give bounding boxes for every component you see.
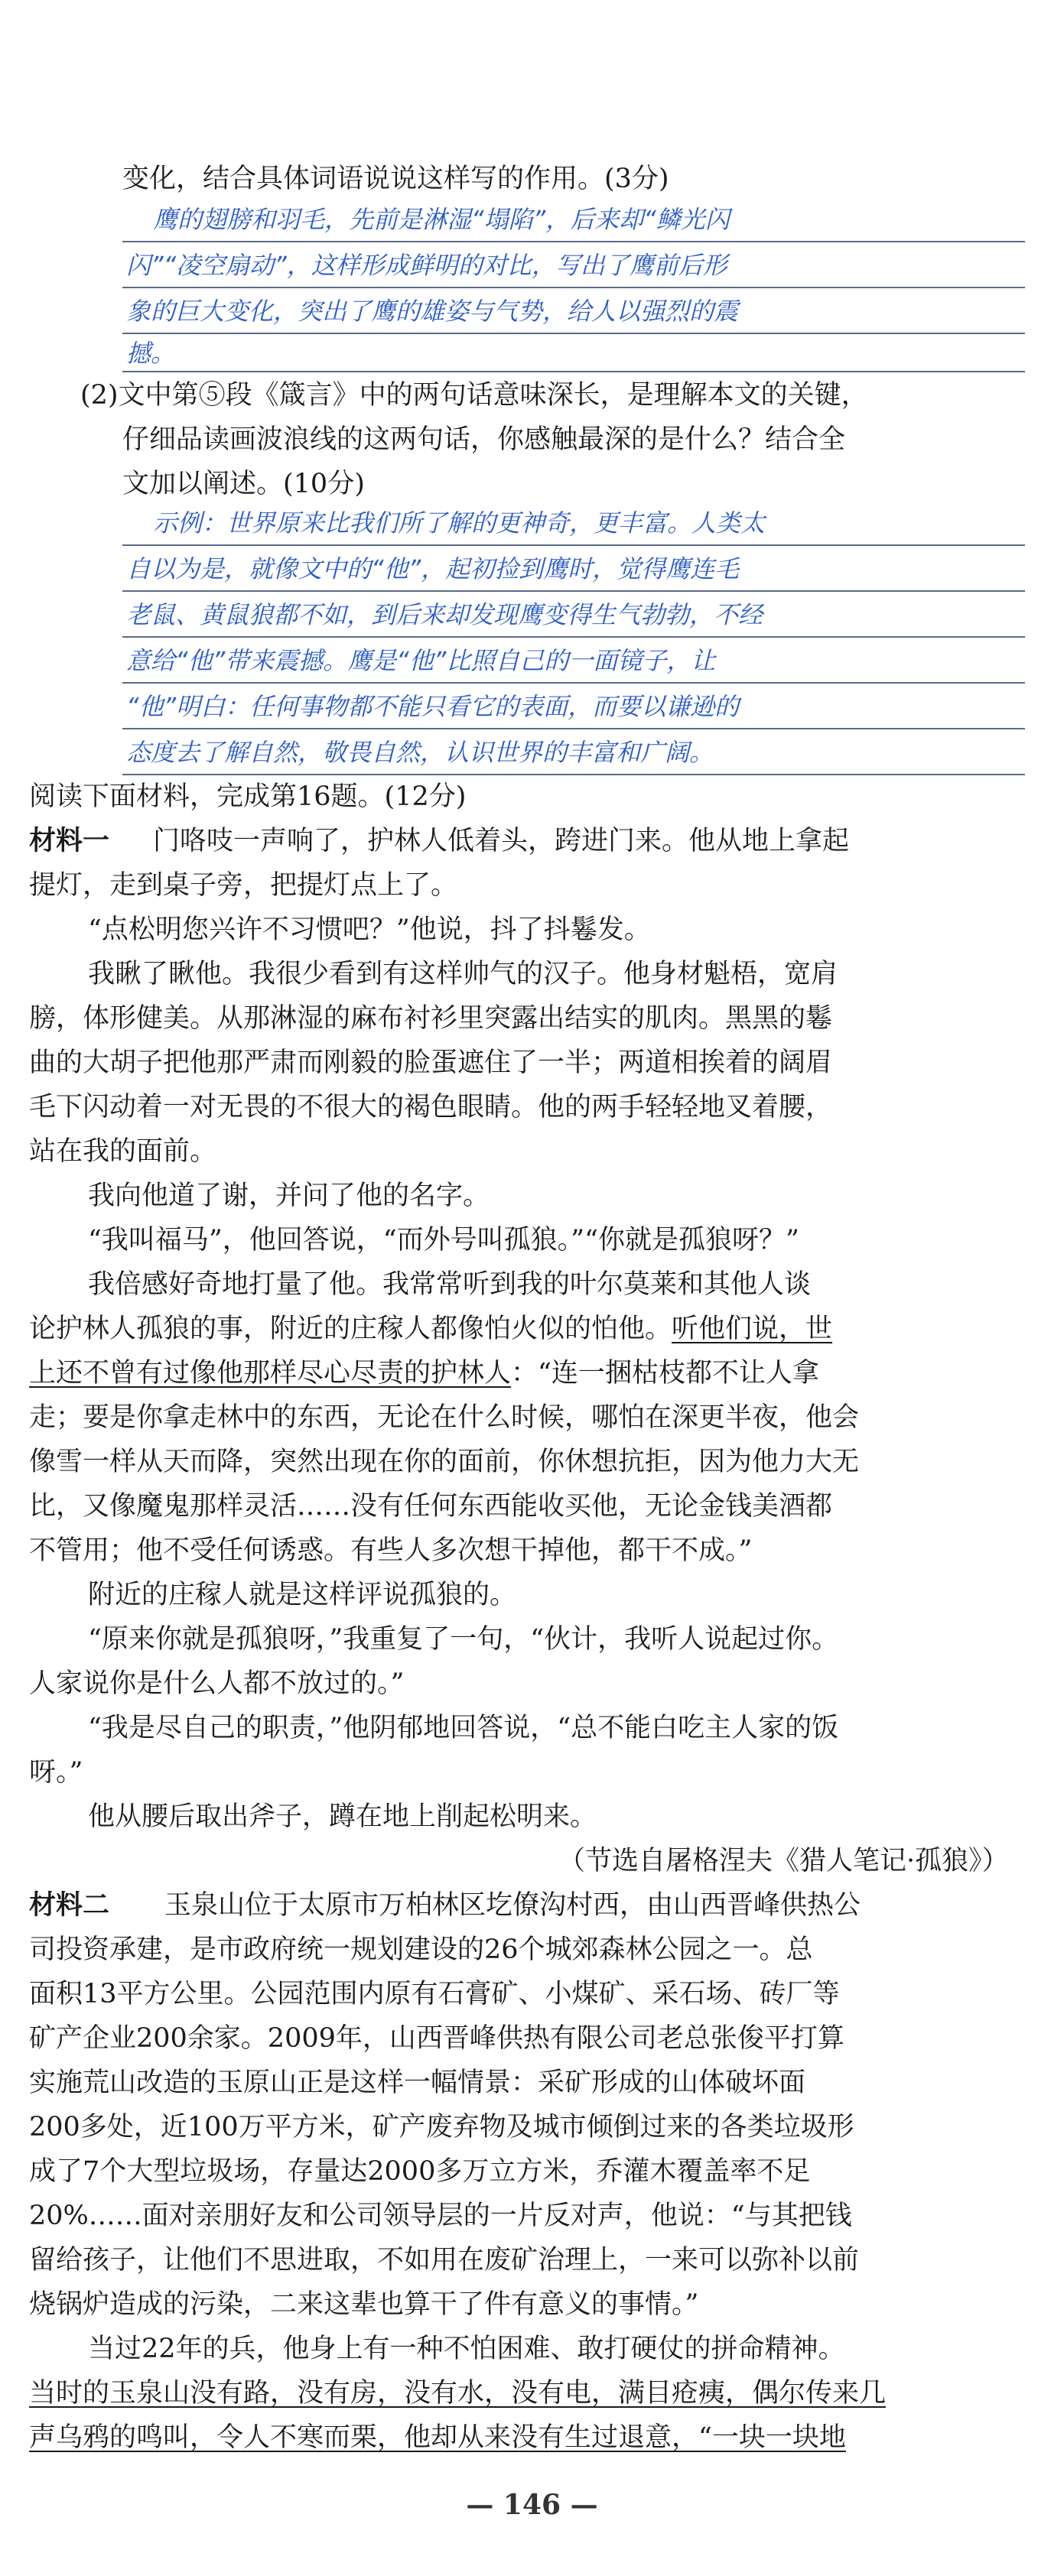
answer-2-line: 意给“他”带来震撼。鹰是“他”比照自己的一面镜子，让 bbox=[126, 646, 716, 675]
material-1-line: 上还不曾有过像他那样尽心尽责的护林人：“连一捆枯枝都不让人拿 bbox=[29, 1358, 819, 1389]
material-1-line: 门咯吱一声响了，护林人低着头，跨进门来。他从地上拿起 bbox=[153, 826, 850, 856]
material-1-label: 材料一 bbox=[29, 825, 110, 856]
material-2-line: 实施荒山改造的玉原山正是这样一幅情景：采矿形成的山体破坏面 bbox=[29, 2068, 806, 2098]
material-1-line: 我瞅了瞅他。我很少看到有这样帅气的汉子。他身材魁梧，宽肩 bbox=[88, 959, 838, 989]
material-2-line: 面积13平方公里。公园范围内原有石膏矿、小煤矿、采石场、砖厂等 bbox=[29, 1979, 840, 2009]
answer-2-line: 示例：世界原来比我们所了解的更神奇，更丰富。人类太 bbox=[153, 508, 766, 538]
material-1-line: “我叫福马”，他回答说，“而外号叫孤狼。”“你就是孤狼呀？” bbox=[88, 1225, 799, 1256]
material-1-line: 论护林人孤狼的事，附近的庄稼人都像怕火似的怕他。听他们说，世 bbox=[29, 1314, 833, 1344]
material-2-line bbox=[29, 2421, 846, 2454]
answer-rule bbox=[122, 590, 1025, 592]
question-1-tail: 变化，结合具体词语说说这样写的作用。(3分) bbox=[122, 164, 669, 194]
material-2-line: 玉泉山位于太原市万柏林区圪僚沟村西，由山西晋峰供热公 bbox=[164, 1890, 861, 1921]
material-1-line: 毛下闪动着一对无畏的不很大的褐色眼睛。他的两手轻轻地叉着腰， bbox=[29, 1092, 833, 1122]
answer-rule bbox=[122, 287, 1025, 288]
material-2-line: 矿产企业200余家。2009年，山西晋峰供热有限公司老总张俊平打算 bbox=[29, 2023, 844, 2054]
answer-rule bbox=[122, 241, 1025, 242]
material-1-line: “我是尽自己的职责，”他阴郁地回答说，“总不能白吃主人家的饭 bbox=[88, 1713, 839, 1743]
underlined-sentence: 上还不曾有过像他那样尽心尽责的护林人 bbox=[29, 1358, 512, 1389]
question-2-line: 仔细品读画波浪线的这两句话，你感触最深的是什么？结合全 bbox=[122, 424, 846, 455]
material-1-line: 膀，体形健美。从那淋湿的麻布衬衫里突露出结实的肌肉。黑黑的鬈 bbox=[29, 1003, 833, 1034]
material-2-line: 当过22年的兵，他身上有一种不怕困难、敢打硬仗的拼命精神。 bbox=[88, 2334, 845, 2364]
material-1-line: 走；要是你拿走林中的东西，无论在什么时候，哪怕在深更半夜，他会 bbox=[29, 1402, 860, 1433]
answer-rule bbox=[122, 636, 1025, 638]
material-2-line: 烧锅炉造成的污染，二来这辈也算干了件有意义的事情。” bbox=[29, 2289, 699, 2320]
answer-2-line: 态度去了解自然，敬畏自然，认识世界的丰富和广阔。 bbox=[126, 738, 714, 767]
answer-2-line: “他”明白：任何事物都不能只看它的表面，而要以谦逊的 bbox=[126, 692, 740, 721]
material-1-line: 像雪一样从天而降，突然出现在你的面前，你休想抗拒，因为他力大无 bbox=[29, 1447, 860, 1477]
question-2-line: (2)文中第⑤段《箴言》中的两句话意味深长，是理解本文的关键， bbox=[80, 380, 868, 411]
question-2-line: 文加以阐述。(10分) bbox=[122, 469, 365, 499]
material-1-line: “原来你就是孤狼呀，”我重复了一句，“伙计，我听人说起过你。 bbox=[88, 1624, 839, 1655]
underlined-sentence: 声乌鸦的鸣叫，令人不寒而栗，他却从来没有生过退意，“一块一块地 bbox=[29, 2422, 846, 2453]
answer-1-line: 象的巨大变化，突出了鹰的雄姿与气势，给人以强烈的震 bbox=[126, 297, 739, 326]
material-1-line: 比，又像魔鬼那样灵活……没有任何东西能收买他，无论金钱美酒都 bbox=[29, 1491, 833, 1522]
material-2-label: 材料二 bbox=[29, 1889, 110, 1921]
material-1-line: 他从腰后取出斧子，蹲在地上削起松明来。 bbox=[88, 1801, 597, 1832]
section-intro: 阅读下面材料，完成第16题。(12分) bbox=[29, 781, 467, 812]
material-1-line: 不管用；他不受任何诱惑。有些人多次想干掉他，都干不成。” bbox=[29, 1535, 753, 1566]
underlined-sentence: 听他们说，世 bbox=[672, 1314, 833, 1344]
material-1-line: “点松明您兴许不习惯吧？”他说，抖了抖鬈发。 bbox=[88, 914, 651, 945]
answer-1-line: 鹰的翅膀和羽毛，先前是淋湿“塌陷”，后来却“鳞光闪 bbox=[153, 205, 730, 234]
answer-2-line: 老鼠、黄鼠狼都不如，到后来却发现鹰变得生气勃勃，不经 bbox=[126, 600, 763, 629]
material-1-line: 提灯，走到桌子旁，把提灯点上了。 bbox=[29, 870, 458, 901]
answer-1-line: 撼。 bbox=[126, 339, 176, 368]
material-1-line: 人家说你是什么人都不放过的。” bbox=[29, 1668, 405, 1699]
answer-1-line: 闪”“凌空扇动”，这样形成鲜明的对比，写出了鹰前后形 bbox=[126, 251, 727, 280]
material-1-line: 附近的庄稼人就是这样评说孤狼的。 bbox=[88, 1580, 517, 1610]
page-number: — 146 — bbox=[466, 2489, 598, 2521]
material-2-line: 留给孩子，让他们不思进取，不如用在废矿治理上，一来可以弥补以前 bbox=[29, 2245, 860, 2276]
material-2-line: 成了7个大型垃圾场，存量达2000多万立方米，乔灌木覆盖率不足 bbox=[29, 2156, 811, 2187]
material-1-line: 曲的大胡子把他那严肃而刚毅的脸蛋遮住了一半；两道相挨着的阔眉 bbox=[29, 1048, 833, 1078]
material-2-line: 当时的玉泉山没有路，没有房，没有水，没有电，满目疮痍，偶尔传来几 bbox=[29, 2378, 887, 2409]
answer-2-line: 自以为是，就像文中的“他”，起初捡到鹰时，觉得鹰连毛 bbox=[126, 554, 740, 583]
material-2-line: 司投资承建，是市政府统一规划建设的26个城郊森林公园之一。总 bbox=[29, 1934, 813, 1965]
source-citation: （节选自屠格涅夫《猎人笔记·孤狼》） bbox=[558, 1846, 1009, 1876]
material-1-line: 呀。” bbox=[29, 1757, 83, 1788]
material-1-line: 站在我的面前。 bbox=[29, 1136, 217, 1167]
material-1-line: 我向他道了谢，并问了他的名字。 bbox=[88, 1181, 490, 1211]
material-2-line: 20%……面对亲朋好友和公司领导层的一片反对声，他说：“与其把钱 bbox=[29, 2201, 852, 2231]
answer-rule bbox=[122, 682, 1025, 684]
material-2-line: 200多处，近100万平方米，矿产废弃物及城市倾倒过来的各类垃圾形 bbox=[29, 2112, 854, 2142]
answer-rule bbox=[122, 333, 1025, 334]
answer-rule bbox=[122, 774, 1025, 775]
material-1-line: 我倍感好奇地打量了他。我常常听到我的叶尔莫莱和其他人谈 bbox=[88, 1269, 812, 1300]
answer-rule bbox=[122, 371, 1025, 372]
answer-rule bbox=[122, 544, 1025, 546]
answer-rule bbox=[122, 728, 1025, 729]
